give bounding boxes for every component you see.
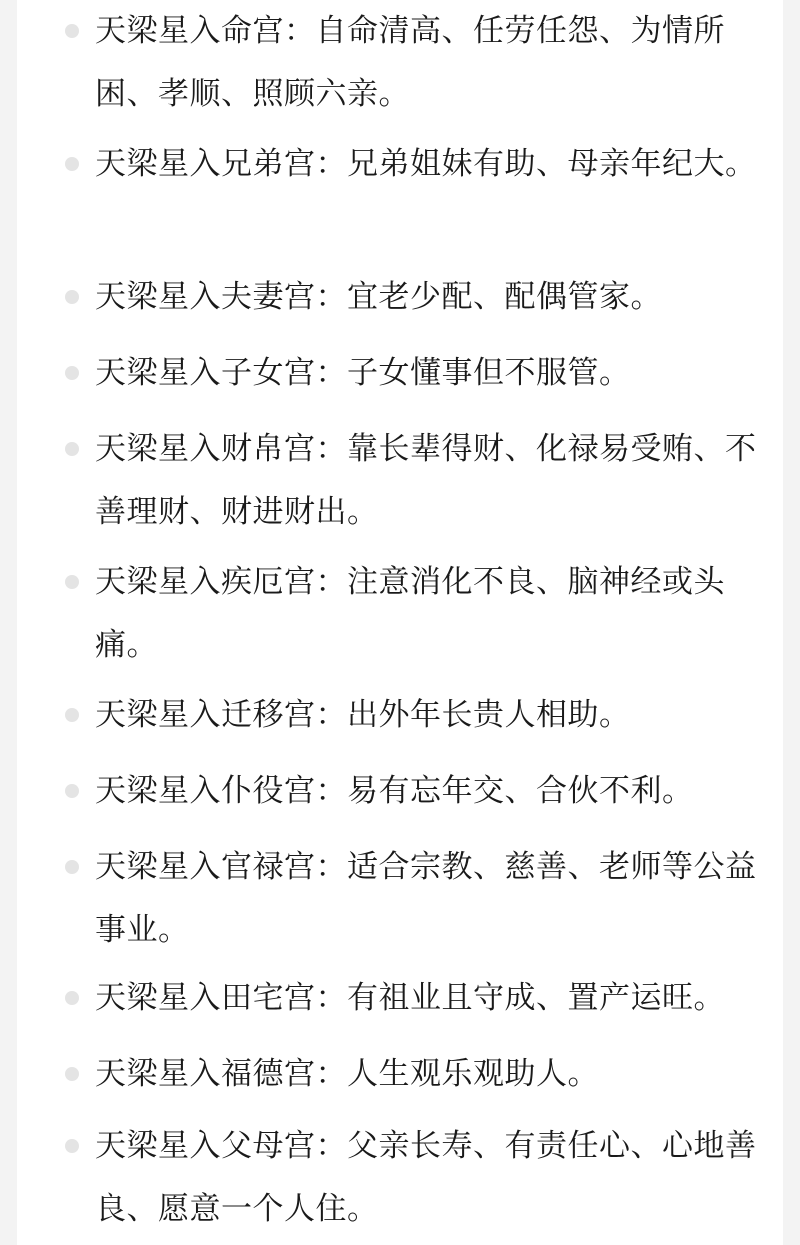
bullet-dot-icon <box>65 157 79 171</box>
list-item-text: 天梁星入财帛宫：靠长辈得财、化禄易受贿、不善理财、财进财出。 <box>95 431 757 530</box>
list-item-text: 天梁星入子女宫：子女懂事但不服管。 <box>95 355 631 391</box>
list-item-text: 天梁星入官禄宫：适合宗教、慈善、老师等公益事业。 <box>95 849 757 948</box>
list-item-text: 天梁星入兄弟宫：兄弟姐妹有助、母亲年纪大。 <box>95 146 757 182</box>
bullet-dot-icon <box>65 24 79 38</box>
list-item-text: 天梁星入父母宫：父亲长寿、有责任心、心地善良、愿意一个人住。 <box>95 1128 757 1227</box>
bullet-dot-icon <box>65 784 79 798</box>
list-item-text: 天梁星入疾厄宫：注意消化不良、脑神经或头痛。 <box>95 564 725 663</box>
list-item-text: 天梁星入田宅宫：有祖业且守成、置产运旺。 <box>95 980 725 1016</box>
bullet-dot-icon <box>65 708 79 722</box>
bullet-dot-icon <box>65 366 79 380</box>
list-item-text: 天梁星入夫妻宫：宜老少配、配偶管家。 <box>95 279 662 315</box>
list-item-text: 天梁星入迁移宫：出外年长贵人相助。 <box>95 697 631 733</box>
bullet-dot-icon <box>65 1139 79 1153</box>
bullet-dot-icon <box>65 442 79 456</box>
bullet-dot-icon <box>65 1067 79 1081</box>
bullet-dot-icon <box>65 575 79 589</box>
list-item-text: 天梁星入命宫：自命清高、任劳任怨、为情所困、孝顺、照顾六亲。 <box>95 13 725 112</box>
bullet-dot-icon <box>65 860 79 874</box>
bullet-dot-icon <box>65 290 79 304</box>
list-item-text: 天梁星入仆役宫：易有忘年交、合伙不利。 <box>95 773 694 809</box>
list-item-text: 天梁星入福德宫：人生观乐观助人。 <box>95 1056 599 1092</box>
document-page <box>17 0 783 1245</box>
bullet-dot-icon <box>65 991 79 1005</box>
